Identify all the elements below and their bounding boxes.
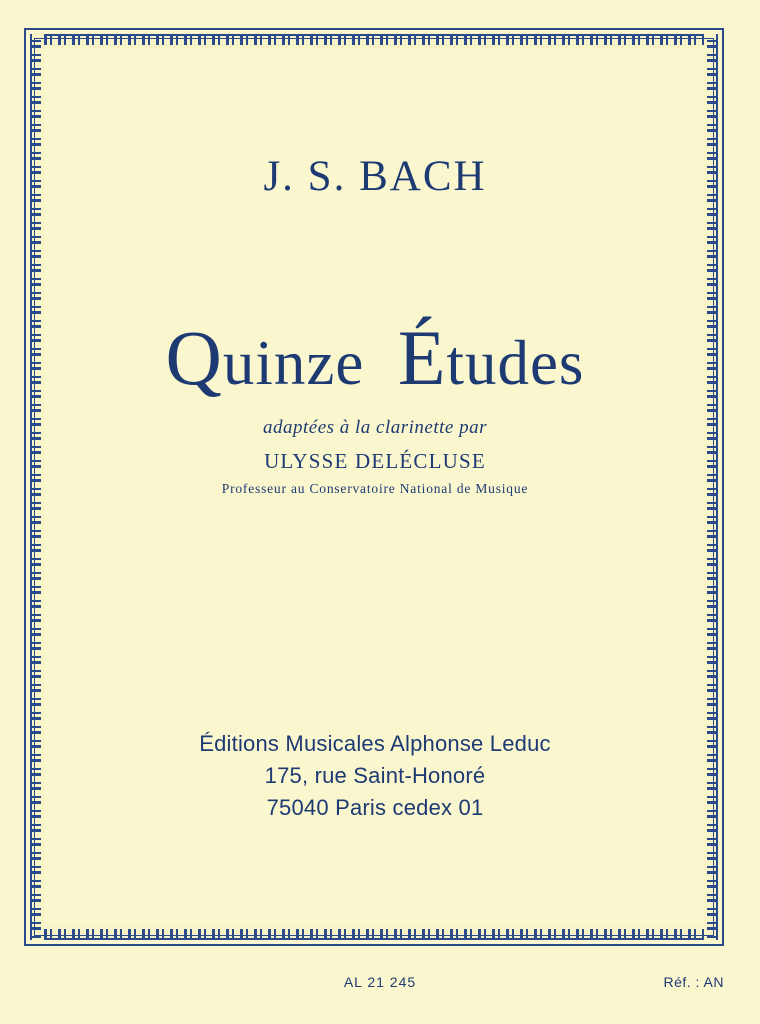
- cover-content: [60, 60, 690, 914]
- publisher-city: 75040 Paris cedex 01: [266, 795, 484, 821]
- publisher-name: Éditions Musicales Alphonse Leduc: [199, 731, 551, 757]
- publisher-street: 175, rue Saint-Honoré: [264, 763, 486, 789]
- arranger-role: Professeur au Conservatoire National de Musique: [221, 481, 529, 496]
- plate-number: AL 21 245: [343, 974, 417, 990]
- publisher-block: [60, 728, 690, 824]
- arranger-name: ULYSSE DELÉCLUSE: [264, 449, 486, 473]
- title-initial-e: É: [397, 314, 447, 401]
- page-title: [60, 313, 690, 403]
- title-word-etudes: tudes: [446, 328, 585, 398]
- adaptation-subtitle: adaptées à la clarinette par: [262, 417, 488, 438]
- composer-name: J. S. BACH: [263, 153, 487, 200]
- title-initial-q: Q: [165, 314, 223, 401]
- reference-code: Réf. : AN: [663, 974, 724, 990]
- page-footer: [0, 974, 760, 998]
- title-word-quinze: uinze: [222, 328, 365, 398]
